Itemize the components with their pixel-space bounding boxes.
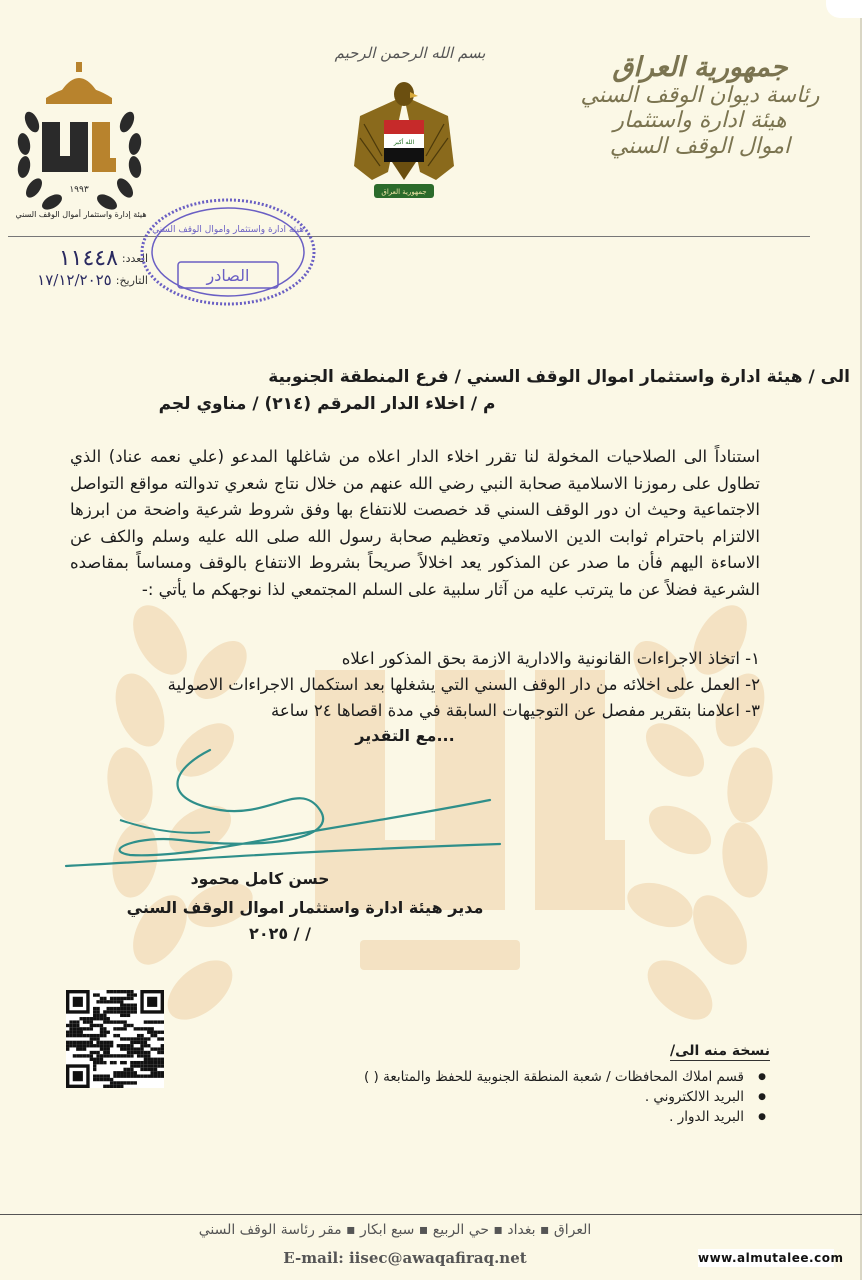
signature-date: / / ٢٠٢٥ — [249, 924, 311, 943]
directive-item-2: ٢- العمل على اخلائه من دار الوقف السني التي يشغلها بعد استكمال الاجراءات الاصولية — [167, 675, 760, 694]
ref-number-value: ١١٤٤٨ — [58, 246, 118, 271]
directive-item-3: ٣- اعلامنا بتقرير مفصل عن التوجيهات السابقة في مدة اقصاها ٢٤ ساعة — [271, 701, 760, 720]
iraq-eagle-emblem — [352, 76, 456, 206]
copies-item: ● قسم املاك المحافظات / شعبة المنطقة الجنوبية للحفظ والمتابعة ( ) — [230, 1067, 772, 1087]
signer-title: مدير هيئة ادارة واستثمار اموال الوقف السني — [126, 898, 484, 917]
header-rule — [8, 236, 810, 237]
footer-email: E-mail: iisec@awaqafiraq.net — [283, 1249, 527, 1267]
ministry-heading — [570, 52, 830, 159]
logo-caption: هيئة إدارة واستثمار أموال الوقف السني — [15, 210, 147, 219]
wqf-logo — [12, 62, 147, 222]
ministry-line-2: رئاسة ديوان الوقف السني — [580, 83, 820, 109]
reference-block — [18, 246, 148, 289]
outgoing-stamp — [138, 196, 318, 308]
ministry-line-3: هيئة ادارة واستثمار — [613, 108, 787, 134]
copies-item: ● البريد الالكتروني . — [230, 1087, 772, 1107]
ministry-line-4: اموال الوقف السني — [609, 133, 791, 159]
addressee-line: الى / هيئة ادارة واستثمار اموال الوقف السني / فرع المنطقة الجنوبية — [268, 367, 850, 387]
stamp-text-top: هيئة ادارة واستثمار واموال الوقف السني — [152, 225, 304, 235]
handwritten-signature — [60, 740, 510, 890]
closing-regards: ...مع التقدير — [355, 726, 455, 745]
ministry-line-1: جمهورية العراق — [612, 52, 788, 83]
signer-name: حسن كامل محمود — [190, 870, 330, 888]
corner-tear — [826, 0, 862, 18]
ref-date-value: ١٧/١٢/٢٠٢٥ — [37, 271, 112, 289]
stamp-text-bottom: الصادر — [206, 266, 250, 285]
directive-item-1: ١- اتخاذ الاجراءات القانونية والادارية الازمة بحق المذكور اعلاه — [341, 649, 760, 668]
emblem-caption: جمهورية العراق — [381, 188, 427, 196]
basmala: بسم الله الرحمن الرحيم — [334, 44, 486, 62]
emblem-banner: الله أكبر — [393, 139, 415, 146]
copies-title: نسخة منه الى/ — [669, 1043, 770, 1059]
footer-rule — [0, 1214, 862, 1215]
site-watermark: www.almutalee.com — [698, 1251, 844, 1265]
ref-date-label: التاريخ: — [115, 273, 148, 287]
watermark-year-band — [360, 940, 520, 970]
logo-year: ١٩٩٣ — [69, 185, 89, 195]
footer-address: العراق ▪ بغداد ▪ حي الربيع ▪ سبع ابكار ▪ مقر رئاسة الوقف السني — [198, 1222, 592, 1238]
subject-line: م / اخلاء الدار المرقم (٢١٤) / مناوي لجم — [158, 394, 496, 414]
letter-body: استناداً الى الصلاحيات المخولة لنا تقرر اخلاء الدار اعلاه من شاغلها المدعو (علي نعمه عناد) الذي تطاول على رموزنا الاسلامية صحابة النبي رضي الله عنهم من خلال نتاج شعري تدوالته مواقع التواصل الاجتماعية وحيث ان دور الوقف السني قد خصصت للانتفاع بها وفق شروط شرعية واضحة من ابرزها الالتزام باحترام ثوابت الدين الاسلامي وتعظيم صحابة رسول الله صلى الله عليه وسلم والكف عن الاساءة اليهم فأن ما صدر عن المذكور يعد اخلالاً صريحاً بشروط الانتفاع بالوقف ومساساً بمقاصده الشرعية فضلاً عن ما يترتب عليه من آثار سلبية على السلم المجتمعي لذا نوجهكم ما يأتي :- — [70, 447, 760, 599]
qr-code — [66, 990, 164, 1088]
copies-item: ● البريد الدوار . — [230, 1107, 772, 1127]
copies-section — [230, 1040, 772, 1127]
ref-number-label: العدد: — [121, 252, 148, 265]
copies-list — [230, 1067, 772, 1127]
